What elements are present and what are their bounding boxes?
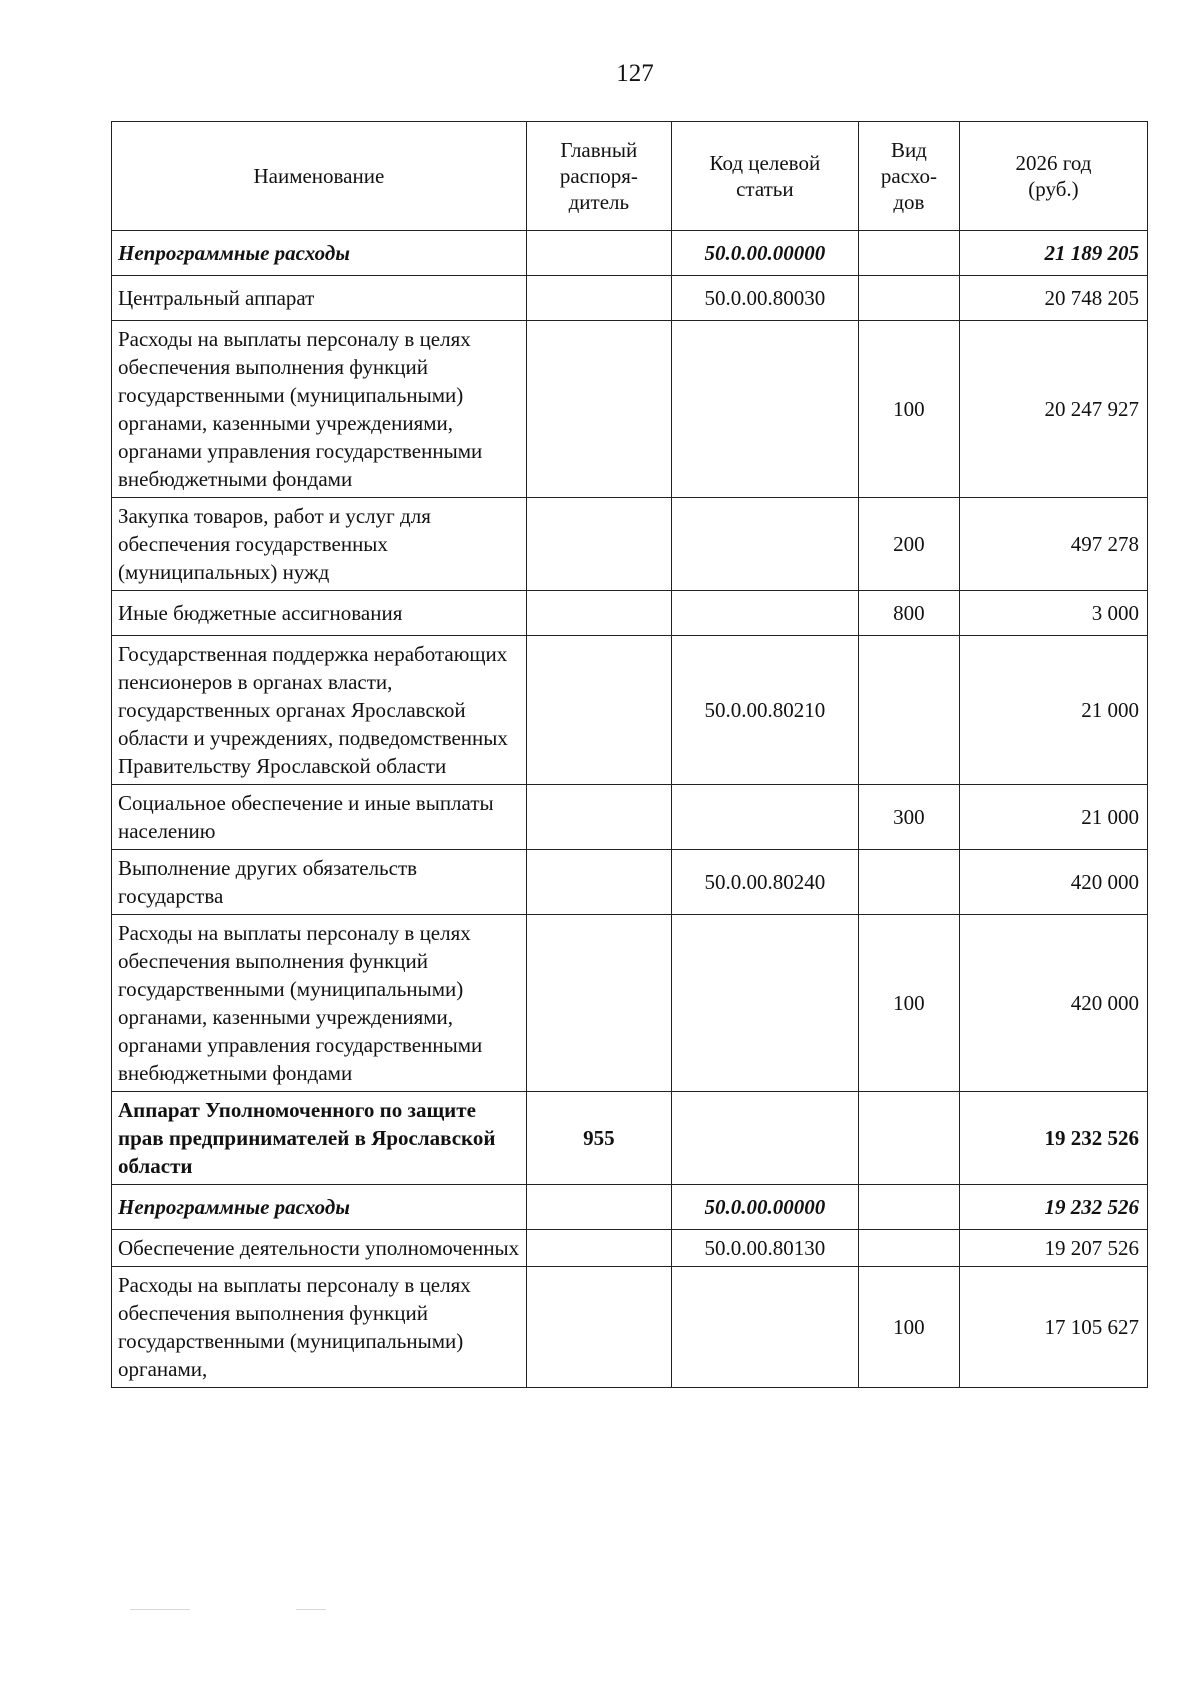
header-expense-type: Вид расхо- дов (858, 122, 959, 231)
cell-amount: 17 105 627 (959, 1267, 1147, 1388)
cell-target-code (671, 591, 858, 636)
cell-amount: 21 000 (959, 785, 1147, 850)
cell-target-code: 50.0.00.80210 (671, 636, 858, 785)
table-row (112, 591, 1148, 636)
cell-amount: 21 189 205 (959, 231, 1147, 276)
cell-name: Непрограммные расходы (112, 1185, 527, 1230)
cell-main-manager (526, 591, 671, 636)
cell-amount: 420 000 (959, 915, 1147, 1092)
table-row (112, 321, 1148, 498)
cell-main-manager (526, 785, 671, 850)
cell-target-code: 50.0.00.00000 (671, 231, 858, 276)
table-row (112, 1185, 1148, 1230)
cell-name: Непрограммные расходы (112, 231, 527, 276)
cell-name: Расходы на выплаты персоналу в целях обеспечения выполнения функций государственными (муниципальными) органами, (112, 1267, 527, 1388)
cell-expense-type (858, 850, 959, 915)
cell-main-manager (526, 1230, 671, 1267)
cell-target-code (671, 785, 858, 850)
cell-target-code (671, 1092, 858, 1185)
cell-amount: 20 748 205 (959, 276, 1147, 321)
cell-main-manager (526, 1267, 671, 1388)
cell-main-manager (526, 915, 671, 1092)
table-row (112, 785, 1148, 850)
cell-expense-type (858, 1092, 959, 1185)
cell-target-code (671, 915, 858, 1092)
cell-expense-type: 100 (858, 321, 959, 498)
table-header-row (112, 122, 1148, 231)
cell-name: Аппарат Уполномоченного по защите прав предпринимателей в Ярославской области (112, 1092, 527, 1185)
cell-main-manager (526, 1185, 671, 1230)
cell-main-manager (526, 498, 671, 591)
header-main-manager: Главный распоря- дитель (526, 122, 671, 231)
cell-amount: 19 207 526 (959, 1230, 1147, 1267)
cell-expense-type (858, 231, 959, 276)
cell-target-code: 50.0.00.00000 (671, 1185, 858, 1230)
cell-expense-type: 100 (858, 915, 959, 1092)
table-row (112, 1230, 1148, 1267)
cell-amount: 19 232 526 (959, 1185, 1147, 1230)
table-row (112, 1267, 1148, 1388)
cell-expense-type (858, 1185, 959, 1230)
cell-main-manager (526, 231, 671, 276)
cell-name: Расходы на выплаты персоналу в целях обеспечения выполнения функций государственными (муниципальными) органами, казенными учреждениями, органами управления государственными внебюджетными фондами (112, 915, 527, 1092)
cell-target-code: 50.0.00.80030 (671, 276, 858, 321)
cell-expense-type (858, 636, 959, 785)
cell-name: Государственная поддержка неработающих пенсионеров в органах власти, государственных органах Ярославской области и учреждениях, подведомственных Правительству Ярославской области (112, 636, 527, 785)
scan-artifact (296, 1609, 326, 1610)
cell-main-manager (526, 850, 671, 915)
cell-amount: 420 000 (959, 850, 1147, 915)
cell-name: Обеспечение деятельности уполномоченных (112, 1230, 527, 1267)
header-amount: 2026 год (руб.) (959, 122, 1147, 231)
page-number: 127 (616, 60, 654, 87)
cell-main-manager (526, 276, 671, 321)
cell-expense-type: 800 (858, 591, 959, 636)
cell-amount: 21 000 (959, 636, 1147, 785)
cell-amount: 497 278 (959, 498, 1147, 591)
cell-name: Иные бюджетные ассигнования (112, 591, 527, 636)
cell-name: Социальное обеспечение и иные выплаты населению (112, 785, 527, 850)
cell-amount: 20 247 927 (959, 321, 1147, 498)
table-row (112, 231, 1148, 276)
cell-name: Выполнение других обязательств государства (112, 850, 527, 915)
cell-amount: 19 232 526 (959, 1092, 1147, 1185)
cell-target-code (671, 1267, 858, 1388)
cell-name: Центральный аппарат (112, 276, 527, 321)
cell-expense-type (858, 276, 959, 321)
cell-main-manager (526, 636, 671, 785)
table-row (112, 1092, 1148, 1185)
cell-expense-type (858, 1230, 959, 1267)
table-row (112, 850, 1148, 915)
header-name: Наименование (112, 122, 527, 231)
header-target-code: Код целевой статьи (671, 122, 858, 231)
cell-expense-type: 100 (858, 1267, 959, 1388)
table-row (112, 276, 1148, 321)
table-row (112, 636, 1148, 785)
cell-expense-type: 300 (858, 785, 959, 850)
cell-amount: 3 000 (959, 591, 1147, 636)
table-row (112, 915, 1148, 1092)
cell-name: Закупка товаров, работ и услуг для обеспечения государственных (муниципальных) нужд (112, 498, 527, 591)
cell-target-code (671, 498, 858, 591)
cell-name: Расходы на выплаты персоналу в целях обеспечения выполнения функций государственными (муниципальными) органами, казенными учреждениями, органами управления государственными внебюджетными фондами (112, 321, 527, 498)
cell-main-manager: 955 (526, 1092, 671, 1185)
cell-target-code: 50.0.00.80240 (671, 850, 858, 915)
cell-target-code (671, 321, 858, 498)
scan-artifact (130, 1609, 190, 1610)
cell-expense-type: 200 (858, 498, 959, 591)
table-row (112, 498, 1148, 591)
budget-table (111, 121, 1148, 1388)
cell-target-code: 50.0.00.80130 (671, 1230, 858, 1267)
cell-main-manager (526, 321, 671, 498)
